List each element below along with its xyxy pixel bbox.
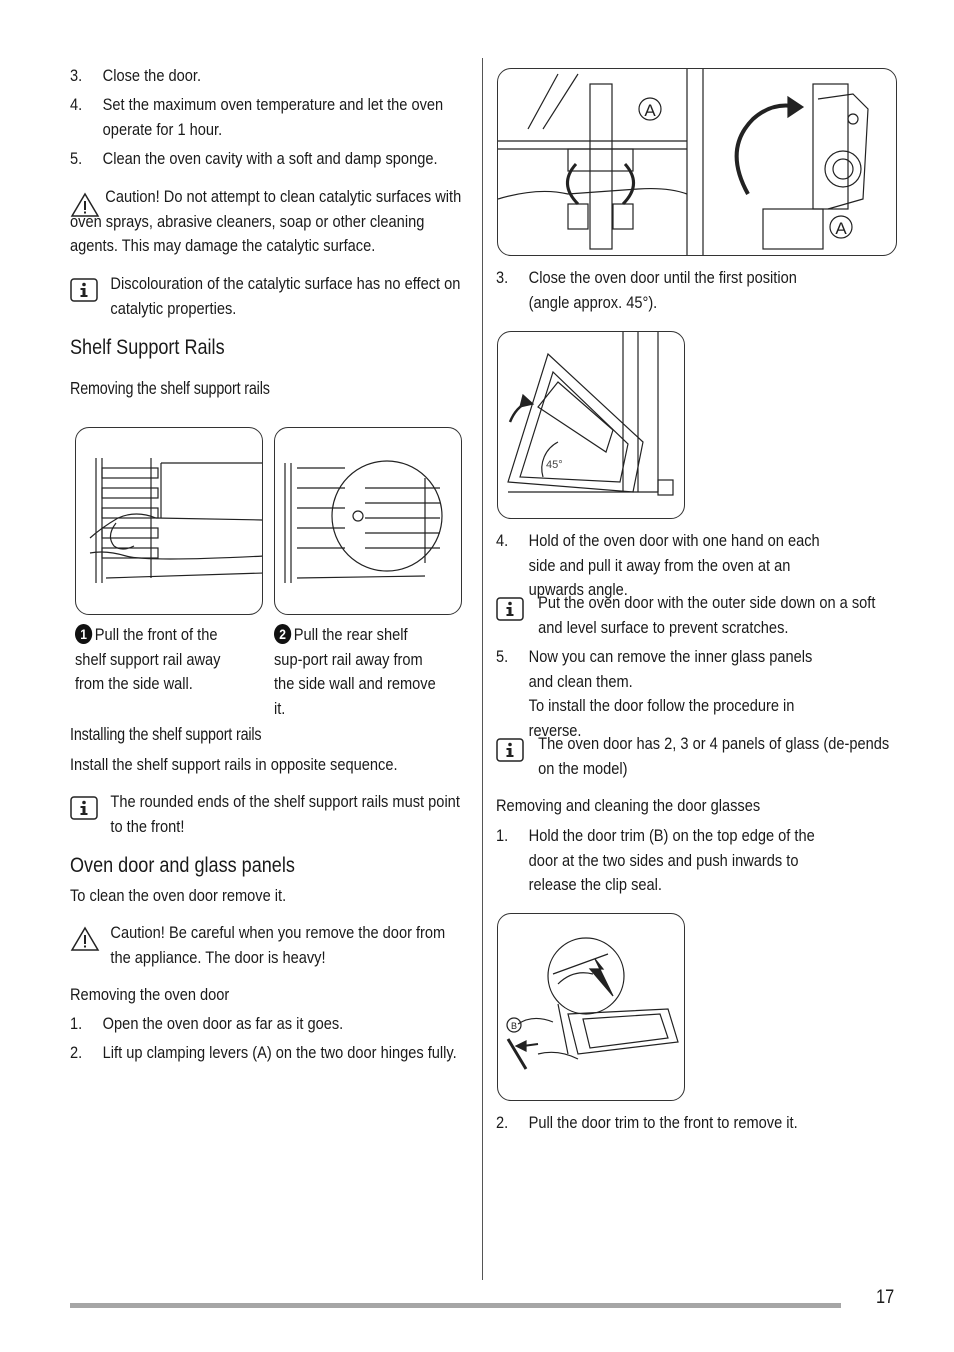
info-note [496,591,896,640]
caution-text: Be careful when you remove the door from the appliance. The door is heavy! [110,923,446,967]
info-note [496,732,896,781]
angle-label: 45° [546,459,563,471]
info-text: The oven door has 2, 3 or 4 panels of glass (de-pends on the model) [538,734,890,778]
info-text: Discolouration of the catalytic surface has no effect on catalytic properties. [110,274,461,318]
figure-rail-front [75,427,263,615]
list-item: 2. Lift up clamping levers (A) on the two door hinges fully. [70,1043,457,1062]
caution-note [70,921,465,970]
subheading-removing-rails: Removing the shelf support rails [70,378,270,398]
list-item: 5. Now you can remove the inner glass panels and clean them. To install the door follow the procedure in reverse. [496,645,840,743]
removing-glasses-heading: Removing and cleaning the door glasses [496,796,761,815]
info-note [70,790,465,839]
info-note [70,272,465,321]
list-item: 1. Hold the door trim (B) on the top edge of the door at the two sides and push inwards to release the clip seal. [496,826,815,894]
figure-door-trim [497,913,685,1101]
label-a: A [644,101,656,120]
step-badge: 1 [75,624,92,644]
list-item: 2. Pull the door trim to the front to remove it. [496,1113,798,1132]
door-angle-illustration [498,332,685,519]
removing-door-heading: Removing the oven door [70,985,230,1004]
rail-rear-illustration [275,428,462,615]
label-b: B [510,1021,518,1031]
door-intro: To clean the oven door remove it. [70,886,287,905]
section-heading-shelf: Shelf Support Rails [70,336,225,359]
list-item: 3. Close the oven door until the first position (angle approx. 45°). [496,268,797,312]
door-trim-illustration [498,914,685,1101]
list-item: 4. Set the maximum oven temperature and let the oven operate for 1 hour. [70,95,444,139]
info-text: The rounded ends of the shelf support rails must point to the front! [110,792,460,836]
page-number: 17 [876,1287,895,1308]
subheading-installing-rails: Installing the shelf support rails [70,724,262,744]
info-text: Put the oven door with the outer side down on a soft and level surface to prevent scratches. [538,593,876,637]
footer-rule [70,1303,841,1308]
install-text: Install the shelf support rails in opposite sequence. [70,755,398,774]
figure-caption-1: 1 Pull the front of the shelf support rail away from the side wall. [75,625,221,693]
hinge-illustration [498,69,897,256]
steps-list-b [70,1012,465,1066]
step5-extra: To install the door follow the procedure in reverse. [528,696,795,740]
caution-label: Caution! [110,923,165,942]
section-heading-door: Oven door and glass panels [70,854,295,877]
figure-caption-2: 2 Pull the rear shelf sup-port rail away from the side wall and remove it. [274,625,436,718]
caution-note [70,185,465,259]
caution-text: Do not attempt to clean catalytic surfaces with oven sprays, abrasive cleaners, soap or other cleaning agents. This may damage the catalytic surface. [70,187,462,255]
figure-hinge-levers [497,68,897,256]
rail-front-illustration [76,428,263,615]
figure-rail-rear [274,427,462,615]
label-a: A [835,219,847,238]
list-item: 1. Open the oven door as far as it goes. [70,1014,344,1033]
steps-list-a [70,64,465,171]
caution-label: Caution! [105,187,160,206]
list-item: 5. Clean the oven cavity with a soft and damp sponge. [70,148,438,168]
figure-door-45deg [497,331,685,519]
step-badge: 2 [274,624,291,644]
column-divider [482,58,483,1280]
list-item: 4. Hold of the oven door with one hand on each side and pull it away from the oven at an upwards angle. [496,531,820,599]
list-item: 3. Close the door. [70,66,202,85]
